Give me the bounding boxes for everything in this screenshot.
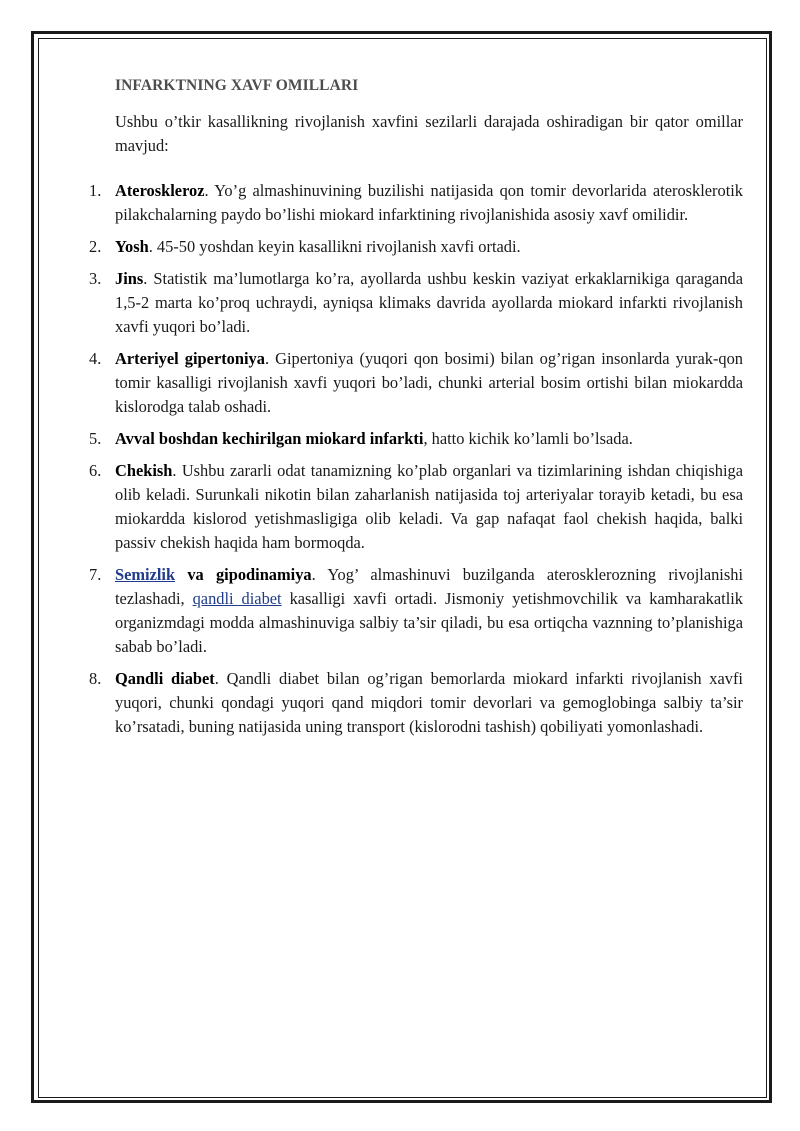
item-text: , hatto kichik ko’lamli bo’lsada. xyxy=(423,429,633,448)
list-number: 5. xyxy=(89,429,102,448)
list-item xyxy=(89,459,743,555)
item-term: Avval boshdan kechirilgan miokard infarkti xyxy=(115,429,424,448)
list-item xyxy=(89,235,743,259)
risk-factor-list xyxy=(89,179,743,739)
item-term: Arteriyel gipertoniya xyxy=(115,349,265,368)
list-item xyxy=(89,563,743,659)
list-number: 1. xyxy=(89,181,102,200)
list-item xyxy=(89,427,743,451)
list-number: 6. xyxy=(89,461,102,480)
item-text: . Yog’ almashinuvi buzilganda aterosklerozning rivojlanishi tezlashadi, xyxy=(115,565,743,608)
item-term: Yosh xyxy=(115,237,149,256)
list-number: 3. xyxy=(89,269,102,288)
item-term: Chekish xyxy=(115,461,173,480)
item-text: kasalligi xavfi ortadi. Jismoniy yetishmovchilik va kamharakatlik organizmdagi modda almashinuviga salbiy ta’sir qiladi, bu esa ortiqcha vaznning to’planishiga sabab bo’ladi. xyxy=(115,589,743,656)
list-number: 7. xyxy=(89,565,102,584)
semizlik-link[interactable]: Semizlik xyxy=(115,565,176,584)
intro-paragraph: Ushbu o’tkir kasallikning rivojlanish xavfini sezilarli darajada oshiradigan bir qator omillar mavjud: xyxy=(115,112,743,155)
list-item xyxy=(89,347,743,419)
item-text: . Yo’g almashinuvining buzilishi natijasida qon tomir devorlarida aterosklerotik pilakchalarning paydo bo’lishi miokard infarktining rivojlanishida asosiy xavf omilidir. xyxy=(115,181,743,224)
list-item xyxy=(89,267,743,339)
section-heading: INFARKTNING XAVF OMILLARI xyxy=(115,77,359,94)
list-number: 2. xyxy=(89,237,102,256)
item-text: . Ushbu zararli odat tanamizning ko’plab organlari va tizimlarining ishdan chiqishiga olib keladi. Surunkali nikotin bilan zaharlanish natijasida toj arteriyalar torayib ketadi, bu esa miokardda kislorod yetishmasligiga olib keladi. Va gap nafaqat faol chekish haqida, balki passiv chekish haqida ham bormoqda. xyxy=(115,461,743,552)
item-term: Qandli diabet xyxy=(115,669,215,688)
document-body xyxy=(89,74,743,747)
list-item xyxy=(89,179,743,227)
item-text: . Qandli diabet bilan og’rigan bemorlarda miokard infarkti rivojlanish xavfi yuqori, chunki qondagi yuqori qand miqdori tomir devorlari va gemoglobinga salbiy ta’sir ko’rsatadi, buning natijasida uning transport (kislorodni tashish) qobiliyati yomonlashadi. xyxy=(115,669,743,736)
item-text: . Gipertoniya (yuqori qon bosimi) bilan og’rigan insonlarda yurak-qon tomir kasalligi rivojlanish xavfi yuqori bo’ladi, chunki arterial bosim ortishi bilan miokardda kislorodga talab oshadi. xyxy=(115,349,743,416)
list-item xyxy=(89,667,743,739)
item-text: . Statistik ma’lumotlarga ko’ra, ayollarda ushbu keskin vaziyat erkaklarnikiga qaraganda 1,5-2 marta ko’proq uchraydi, ayniqsa klimaks davrida ayollarda miokard infarkti rivojlanish xavfi yuqori bo’ladi. xyxy=(115,269,743,336)
item-term: Ateroskleroz xyxy=(115,181,205,200)
item-term: Jins xyxy=(115,269,144,288)
list-number: 4. xyxy=(89,349,102,368)
item-term: va gipodinamiya xyxy=(175,565,312,584)
list-number: 8. xyxy=(89,669,102,688)
item-text: . 45-50 yoshdan keyin kasallikni rivojlanish xavfi ortadi. xyxy=(148,237,521,256)
qandli-diabet-link[interactable]: qandli diabet xyxy=(192,589,282,608)
